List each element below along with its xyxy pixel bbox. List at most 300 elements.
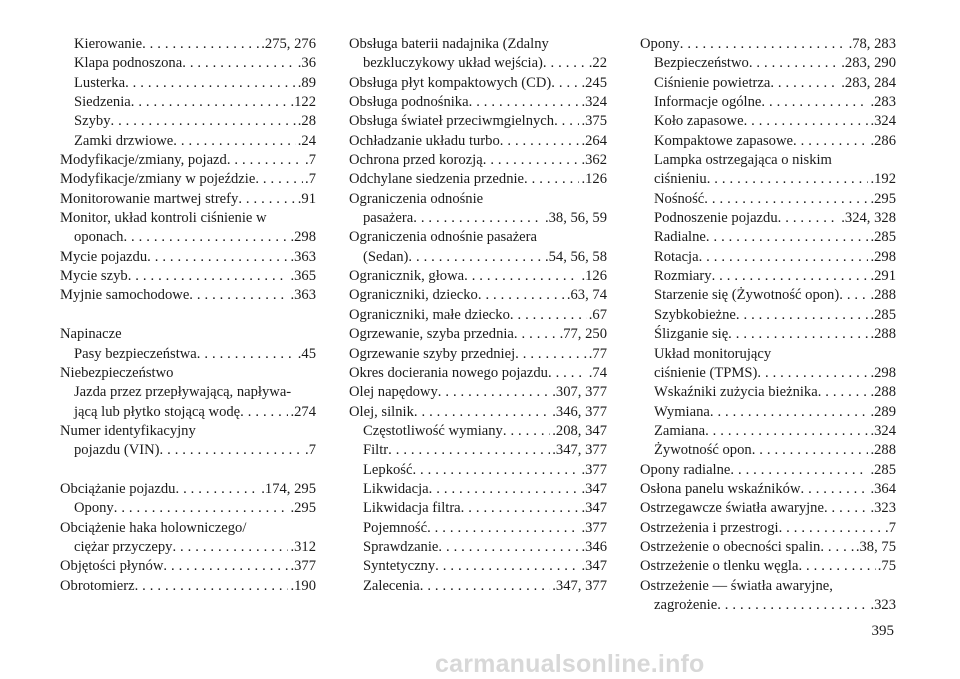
index-entry	[640, 557, 896, 576]
index-entry	[640, 577, 896, 616]
dot-leader	[717, 596, 868, 615]
index-term: Opony	[640, 36, 680, 52]
index-entry	[60, 577, 316, 596]
index-line	[60, 267, 316, 286]
index-page-ref: .363	[290, 287, 316, 304]
index-line	[640, 383, 896, 402]
index-page-ref: .283, 290	[841, 55, 896, 72]
dot-leader	[435, 557, 579, 576]
index-page-ref: .22	[588, 55, 607, 72]
index-line	[349, 577, 607, 596]
index-term: ciśnieniu	[654, 171, 707, 188]
index-page-ref: .75	[877, 558, 896, 575]
index-entry	[640, 151, 896, 190]
dot-leader	[429, 480, 580, 499]
index-entry	[349, 325, 607, 344]
index-entry	[349, 170, 607, 189]
index-page-ref: .363	[290, 248, 316, 265]
index-term: Ostrzegawcze światła awaryjne	[640, 500, 824, 517]
dot-leader	[110, 112, 295, 131]
dot-leader	[554, 112, 579, 131]
index-entry	[60, 325, 316, 344]
index-page-ref: .323	[870, 500, 896, 517]
watermark: carmanualsonline.info	[435, 650, 705, 678]
index-entry	[349, 383, 607, 402]
index-line	[60, 345, 316, 364]
index-entry	[349, 93, 607, 112]
index-entry	[349, 286, 607, 305]
index-term: Modyfikacje/zmiany w pojeździe	[60, 171, 256, 188]
index-entry	[60, 151, 316, 170]
dot-leader	[142, 35, 259, 54]
index-page-ref: .362	[581, 152, 607, 169]
dot-leader	[388, 441, 550, 460]
index-entry	[349, 577, 607, 596]
index-entry	[60, 132, 316, 151]
dot-leader	[125, 74, 296, 93]
index-line	[60, 557, 316, 576]
index-entry	[60, 557, 316, 576]
index-page-ref: .264	[581, 132, 607, 149]
index-line	[640, 403, 896, 422]
index-term: Numer identyfikacyjny	[60, 422, 196, 439]
index-line	[60, 480, 316, 499]
dot-leader	[255, 170, 303, 189]
index-line	[349, 538, 607, 557]
dot-leader	[131, 93, 289, 112]
index-entry	[640, 499, 896, 518]
dot-leader	[707, 170, 869, 189]
dot-leader	[510, 306, 587, 325]
index-term: Informacje ogólne	[654, 94, 762, 111]
dot-leader	[757, 364, 868, 383]
dot-leader	[114, 499, 289, 518]
dot-leader	[420, 577, 551, 596]
dot-leader	[761, 93, 868, 112]
index-term: Osłona panelu wskaźników	[640, 480, 801, 497]
index-column-1	[60, 35, 316, 596]
dot-leader	[412, 461, 579, 480]
index-page-ref: .298	[870, 248, 896, 265]
index-term: Ograniczenia odnośnie	[349, 190, 484, 207]
index-term: Monitor, układ kontroli ciśnienie w	[60, 210, 267, 227]
index-line	[60, 93, 316, 112]
dot-leader	[197, 345, 296, 364]
index-entry	[640, 132, 896, 151]
index-page-ref: .63, 74	[566, 287, 607, 304]
dot-leader	[238, 190, 295, 209]
index-entry	[60, 190, 316, 209]
index-line	[349, 306, 607, 325]
index-term: Mycie szyb	[60, 268, 128, 285]
index-page-ref: .7	[305, 152, 316, 169]
index-page-ref: .288	[870, 442, 896, 459]
dot-leader	[551, 74, 579, 93]
index-line	[349, 286, 607, 305]
index-line	[349, 151, 607, 170]
index-page-ref: .365	[290, 268, 316, 285]
dot-leader	[227, 151, 303, 170]
index-line	[349, 519, 607, 538]
index-entry	[640, 248, 896, 267]
index-term: Obsługa świateł przeciwmgielnych	[349, 113, 555, 130]
index-page-ref: .74	[588, 364, 607, 381]
index-page-ref: .126	[581, 268, 607, 285]
index-line	[640, 151, 896, 170]
index-page-ref: .285	[870, 461, 896, 478]
index-term: Modyfikacje/zmiany, pojazd	[60, 152, 227, 169]
index-term: Klapa podnoszona	[74, 55, 183, 72]
index-line	[60, 383, 316, 402]
index-entry	[640, 306, 896, 325]
index-line	[60, 538, 316, 557]
index-line	[60, 209, 316, 228]
dot-leader	[469, 93, 580, 112]
index-entry	[60, 35, 316, 54]
dot-leader	[408, 248, 543, 267]
index-term: Wskaźniki zużycia bieżnika	[654, 384, 818, 401]
index-term: Ograniczniki, dziecko	[349, 287, 478, 304]
index-page-ref: .295	[290, 500, 316, 517]
index-entry	[60, 54, 316, 73]
index-entry	[349, 557, 607, 576]
index-term: oponach	[74, 229, 124, 246]
index-term: Wymiana	[654, 403, 710, 420]
dot-leader	[160, 441, 304, 460]
dot-leader	[801, 480, 869, 499]
dot-leader	[515, 345, 587, 364]
index-line	[60, 170, 316, 189]
dot-leader	[793, 132, 868, 151]
index-page-ref: .89	[297, 74, 316, 91]
index-entry	[640, 345, 896, 384]
index-line	[60, 151, 316, 170]
index-entry	[60, 209, 316, 248]
index-line	[640, 557, 896, 576]
index-line	[640, 461, 896, 480]
index-term: Obrotomierz	[60, 577, 135, 594]
index-line	[349, 190, 607, 209]
dot-leader	[824, 499, 869, 518]
page-number: 395	[871, 623, 894, 639]
dot-leader	[818, 383, 869, 402]
dot-leader	[680, 35, 847, 54]
index-term: Podnoszenie pojazdu	[654, 210, 778, 227]
index-line	[349, 441, 607, 460]
index-page-ref: .346, 377	[552, 403, 607, 420]
index-line	[640, 538, 896, 557]
index-term: zagrożenie	[654, 596, 718, 613]
dot-leader	[749, 54, 839, 73]
index-term: Ostrzeżenie o obecności spalin	[640, 538, 821, 555]
index-entry	[349, 461, 607, 480]
index-term: Koło zapasowe	[654, 113, 744, 130]
index-line	[60, 441, 316, 460]
index-line	[640, 74, 896, 93]
index-entry	[60, 267, 316, 286]
index-page-ref: .324	[581, 94, 607, 111]
index-line	[349, 170, 607, 189]
index-term: Jazda przez przepływającą, napływa-	[74, 384, 292, 401]
index-page-ref: .38, 56, 59	[544, 210, 607, 227]
index-line	[640, 93, 896, 112]
index-page-ref: .67	[588, 306, 607, 323]
index-term: Ogrzewanie szyby przedniej	[349, 345, 516, 362]
index-entry	[60, 480, 316, 499]
index-line	[640, 170, 896, 189]
index-term: ciśnienie (TPMS)	[654, 364, 758, 381]
index-line	[640, 499, 896, 518]
index-term: Olej, silnik	[349, 403, 414, 420]
index-term: Żywotność opon	[654, 442, 752, 459]
index-term: Ograniczenia odnośnie pasażera	[349, 229, 538, 246]
index-entry	[60, 93, 316, 112]
dot-leader	[189, 286, 288, 305]
dot-leader	[710, 403, 869, 422]
index-term: Monitorowanie martwej strefy	[60, 190, 239, 207]
index-term: Ostrzeżenia i przestrogi	[640, 519, 779, 536]
index-entry	[640, 93, 896, 112]
index-line	[640, 577, 896, 596]
dot-leader	[699, 248, 869, 267]
index-entry	[349, 267, 607, 286]
index-page-ref: .375	[581, 113, 607, 130]
index-entry	[640, 480, 896, 499]
index-term: Sprawdzanie	[363, 538, 439, 555]
dot-leader	[173, 132, 295, 151]
index-term: Mycie pojazdu	[60, 248, 148, 265]
index-term: Lepkość	[363, 461, 413, 478]
index-entry	[349, 499, 607, 518]
index-line	[60, 54, 316, 73]
dot-leader	[820, 538, 854, 557]
index-term: Zamki drzwiowe	[74, 132, 174, 149]
index-page-ref: .288	[870, 287, 896, 304]
index-page-ref: .285	[870, 229, 896, 246]
index-term: Lampka ostrzegająca o niskim	[654, 152, 832, 169]
index-line	[349, 112, 607, 131]
index-line	[349, 364, 607, 383]
index-page-ref: .346	[581, 538, 607, 555]
index-entry	[640, 112, 896, 131]
index-line	[349, 132, 607, 151]
index-page-ref: .285	[870, 306, 896, 323]
index-line	[640, 286, 896, 305]
index-line	[349, 422, 607, 441]
dot-leader	[240, 403, 288, 422]
index-entry	[349, 35, 607, 74]
index-entry	[60, 519, 316, 558]
index-page-ref: .364	[870, 480, 896, 497]
index-page-ref: .274	[290, 403, 316, 420]
index-page-ref: .283, 284	[841, 74, 896, 91]
index-page-ref: .347, 377	[552, 577, 607, 594]
index-page-ref: .275, 276	[261, 36, 316, 52]
dot-leader	[798, 557, 875, 576]
index-line	[640, 364, 896, 383]
index-entry	[640, 538, 896, 557]
index-term: Myjnie samochodowe	[60, 287, 190, 304]
index-term: Ograniczniki, małe dziecko	[349, 306, 510, 323]
dot-leader	[427, 519, 579, 538]
index-page-ref: .347	[581, 500, 607, 517]
dot-leader	[839, 286, 868, 305]
index-entry	[349, 132, 607, 151]
index-line	[60, 228, 316, 247]
dot-leader	[135, 577, 289, 596]
index-term: Obsługa płyt kompaktowych (CD)	[349, 74, 552, 91]
index-line	[640, 441, 896, 460]
index-line	[349, 480, 607, 499]
index-term: Ochładzanie układu turbo	[349, 132, 500, 149]
index-page-ref: .7	[305, 442, 316, 459]
dot-leader	[548, 364, 587, 383]
index-term: Kierowanie	[74, 36, 143, 52]
index-line	[640, 519, 896, 538]
index-entry	[640, 461, 896, 480]
index-page-ref: .126	[581, 171, 607, 188]
index-term: Obsługa podnośnika	[349, 94, 469, 111]
index-entry	[60, 170, 316, 189]
index-line	[640, 306, 896, 325]
index-entry	[349, 306, 607, 325]
dot-leader	[704, 190, 868, 209]
index-page-ref: .77	[588, 345, 607, 362]
index-line	[349, 557, 607, 576]
index-term: Nośność	[654, 190, 705, 207]
index-page-ref: .283	[870, 94, 896, 111]
index-line	[349, 54, 607, 73]
index-page-ref: .38, 75	[855, 538, 896, 555]
index-page-ref: .192	[870, 171, 896, 188]
index-line	[60, 325, 316, 344]
index-entry	[640, 422, 896, 441]
index-page-ref: .323	[870, 596, 896, 613]
index-page-ref: .78, 283	[848, 36, 896, 52]
index-line	[640, 54, 896, 73]
index-entry	[60, 383, 316, 422]
index-term: Rotacja	[654, 248, 699, 265]
index-term: Ochrona przed korozją	[349, 152, 483, 169]
dot-leader	[438, 383, 551, 402]
index-line	[60, 286, 316, 305]
index-line	[60, 112, 316, 131]
index-line	[60, 422, 316, 441]
dot-leader	[123, 228, 288, 247]
index-entry	[349, 345, 607, 364]
index-term: Ślizganie się	[654, 326, 729, 343]
index-entry	[349, 364, 607, 383]
index-line	[640, 190, 896, 209]
dot-leader	[172, 538, 288, 557]
index-entry	[349, 403, 607, 422]
index-term: Likwidacja filtra	[363, 500, 461, 517]
index-line	[640, 422, 896, 441]
index-page-ref: .377	[290, 558, 316, 575]
index-entry	[349, 422, 607, 441]
index-page-ref: .377	[581, 461, 607, 478]
index-entry	[349, 519, 607, 538]
index-term: Ostrzeżenie — światła awaryjne,	[640, 577, 833, 594]
index-line	[60, 403, 316, 422]
index-term: Szybkobieżne	[654, 306, 736, 323]
dot-leader	[770, 74, 839, 93]
dot-leader	[128, 267, 289, 286]
dot-leader	[736, 306, 869, 325]
index-term: Siedzenia	[74, 94, 131, 111]
index-page-ref: .286	[870, 132, 896, 149]
index-line	[349, 74, 607, 93]
index-page-ref: .122	[290, 94, 316, 111]
index-line	[349, 345, 607, 364]
index-column-3	[640, 35, 896, 615]
index-entry	[60, 345, 316, 364]
dot-leader	[752, 441, 869, 460]
index-page-ref: .7	[885, 519, 896, 536]
index-entry	[640, 286, 896, 305]
index-line	[349, 228, 607, 247]
index-term: pasażera	[363, 210, 414, 227]
index-page-ref: .324	[870, 422, 896, 439]
index-line	[640, 596, 896, 615]
index-term: bezkluczykowy układ wejścia)	[363, 55, 543, 72]
index-term: Opony	[74, 500, 114, 517]
index-column-2	[349, 35, 607, 596]
index-term: Okres docierania nowego pojazdu	[349, 364, 548, 381]
index-line	[60, 364, 316, 383]
dot-leader	[175, 480, 259, 499]
index-entry	[349, 112, 607, 131]
index-term: Pasy bezpieczeństwa	[74, 345, 197, 362]
index-page-ref: .312	[290, 538, 316, 555]
index-page-ref: .307, 377	[552, 384, 607, 401]
index-term: Układ monitorujący	[654, 345, 772, 362]
index-line	[60, 74, 316, 93]
index-term: Bezpieczeństwo	[654, 55, 749, 72]
index-term: Lusterka	[74, 74, 126, 91]
dot-leader	[779, 519, 883, 538]
dot-leader	[413, 209, 543, 228]
dot-leader	[503, 422, 550, 441]
index-entry	[640, 228, 896, 247]
index-term: Ostrzeżenie o tlenku węgla	[640, 558, 799, 575]
index-line	[640, 248, 896, 267]
index-line	[60, 519, 316, 538]
index-line	[640, 345, 896, 364]
index-entry	[349, 538, 607, 557]
index-line	[640, 35, 896, 54]
index-page-ref: .288	[870, 384, 896, 401]
index-term: Starzenie się (Żywotność opon)	[654, 287, 840, 304]
dot-leader	[464, 267, 579, 286]
index-line	[349, 383, 607, 402]
index-page-ref: .291	[870, 268, 896, 285]
dot-leader	[147, 248, 288, 267]
dot-leader	[438, 538, 579, 557]
index-page-ref: .347, 377	[552, 442, 607, 459]
index-page-ref: .298	[870, 364, 896, 381]
index-line	[349, 248, 607, 267]
index-line	[349, 93, 607, 112]
index-page-ref: .377	[581, 519, 607, 536]
dot-leader	[182, 54, 296, 73]
index-line	[640, 228, 896, 247]
index-entry	[60, 286, 316, 305]
index-entry	[349, 190, 607, 229]
index-line	[60, 35, 316, 54]
index-term: Objętości płynów	[60, 558, 164, 575]
index-entry	[640, 190, 896, 209]
